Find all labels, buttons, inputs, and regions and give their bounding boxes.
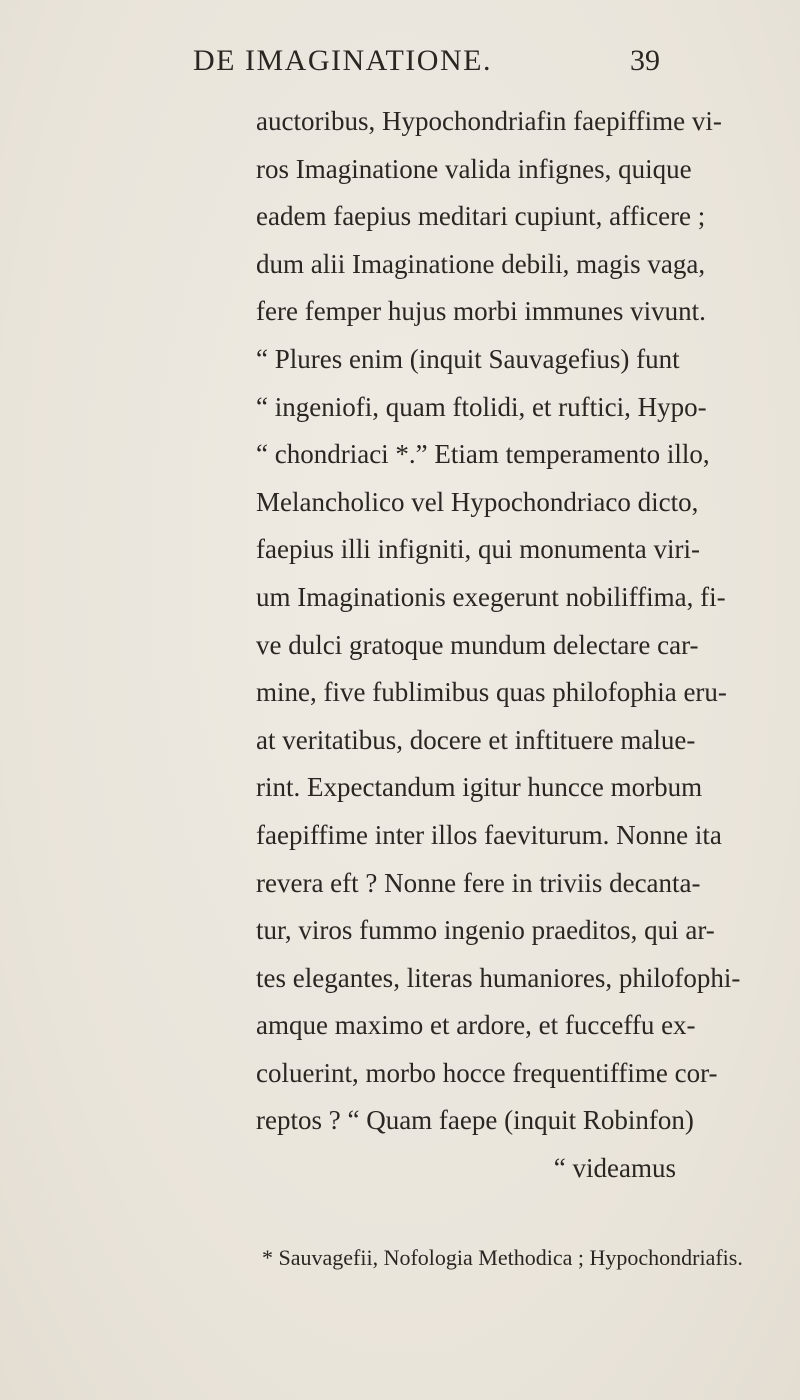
- text-line: mine, five fublimibus quas philofophia eru-: [256, 677, 727, 708]
- text-line: auctoribus, Hypochondriafin faepiffime vi-: [256, 106, 722, 136]
- body-text: [256, 98, 741, 1193]
- text-line: “ Plures enim (inquit Sauvagefius) funt: [256, 343, 680, 374]
- running-head: DE IMAGINATIONE.: [193, 44, 492, 77]
- text-line: dum alii Imaginatione debili, magis vaga,: [256, 248, 706, 279]
- text-line: ros Imaginatione valida infignes, quique: [256, 153, 692, 184]
- text-line: ve dulci gratoque mundum delectare car-: [256, 629, 699, 660]
- text-line: amque maximo et ardore, et fucceffu ex-: [256, 1010, 696, 1041]
- text-line: “ chondriaci *.” Etiam temperamento illo,: [256, 439, 710, 470]
- catchword-line: “ videamus: [553, 1153, 676, 1184]
- text-line: faepiffime inter illos faeviturum. Nonne ita: [256, 819, 722, 850]
- text-line: faepius illi infigniti, qui monumenta viri-: [256, 534, 700, 565]
- text-line: fere femper hujus morbi immunes vivunt.: [256, 296, 706, 327]
- text-line: revera eft ? Nonne fere in triviis decanta-: [256, 867, 701, 898]
- text-line: um Imaginationis exegerunt nobiliffima, fi-: [256, 581, 726, 612]
- text-line: “ ingeniofi, quam ftolidi, et ruftici, Hypo-: [256, 391, 707, 422]
- text-line: reptos ? “ Quam faepe (inquit Robinfon): [256, 1105, 694, 1136]
- page-number: 39: [630, 44, 660, 77]
- text-line: coluerint, morbo hocce frequentiffime cor-: [256, 1057, 718, 1088]
- text-line: rint. Expectandum igitur huncce morbum: [256, 772, 703, 803]
- text-line: tur, viros fummo ingenio praeditos, qui ar-: [256, 915, 715, 946]
- text-line: eadem faepius meditari cupiunt, afficere ;: [256, 201, 706, 232]
- text-line: tes elegantes, literas humaniores, philofophi-: [256, 962, 741, 993]
- footnote: * Sauvagefii, Nofologia Methodica ; Hypochondriafis.: [262, 1245, 743, 1270]
- text-line: Melancholico vel Hypochondriaco dicto,: [256, 486, 699, 517]
- text-line: at veritatibus, docere et inftituere malue-: [256, 724, 696, 755]
